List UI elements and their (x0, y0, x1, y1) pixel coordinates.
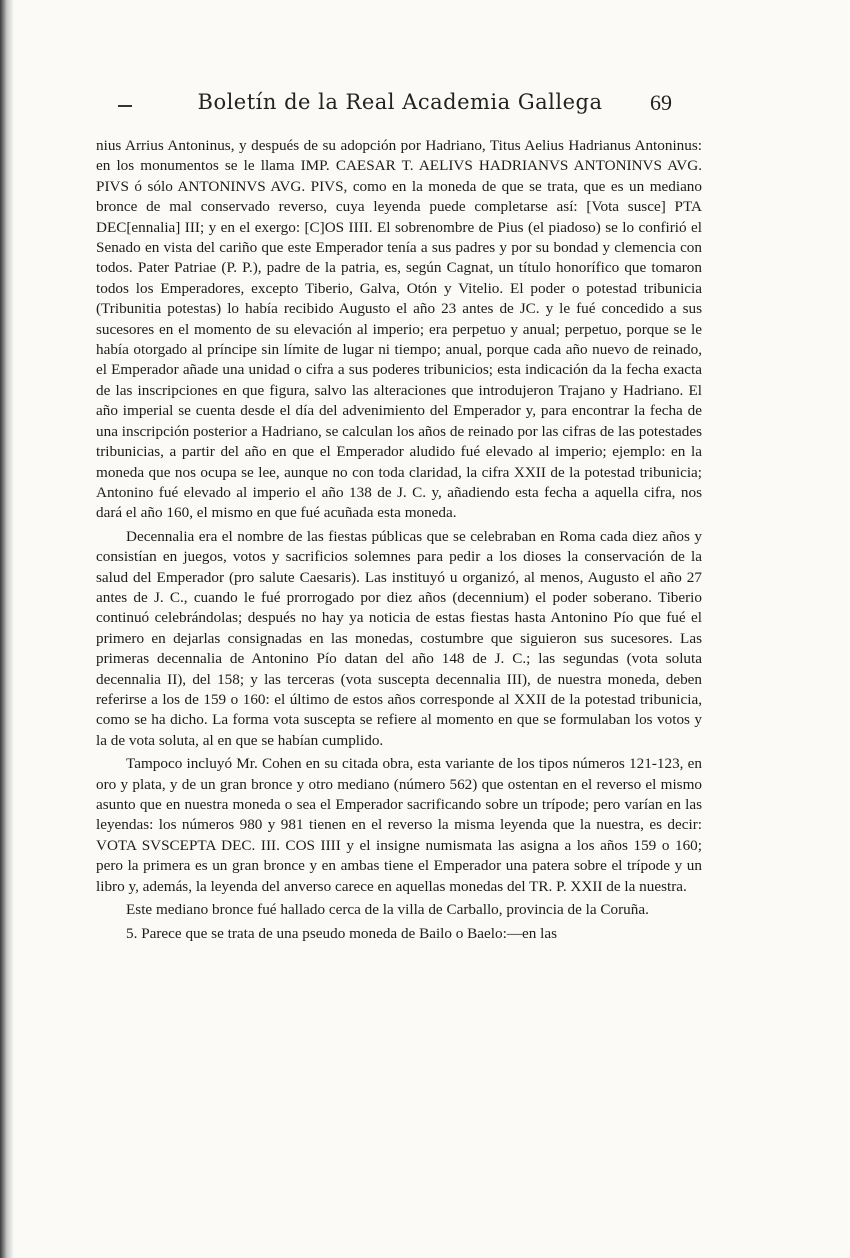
page-number: 69 (650, 90, 672, 115)
numbered-note-5: 5. Parece que se trata de una pseudo moneda de Bailo o Baelo:—en las (126, 925, 558, 943)
journal-title: Boletín de la Real Academia Gallega (197, 90, 603, 114)
article-body (96, 136, 702, 945)
paragraph-find-location: Este mediano bronce fué hallado cerca de la villa de Carballo, provincia de la Coruña. (126, 901, 649, 919)
paragraph-decennalia: Decennalia era el nombre de las fiestas públicas que se celebraban en Roma cada diez años y consistían en juegos, votos y sacrificios solemnes para pedir a los dioses la conservación de la salud del Emperador (pro salute Caesaris). Las instituyó u organizó, al menos, Augusto el año 27 antes de J. C., cuando le fué prorrogado por diez años (decennium) el poder soberano. Tiberio continuó celebrándolas; después no hay ya noticia de estas fiestas hasta Antonino Pío que fué el primero en dejarlas consignadas en las monedas, costumbre que siguieron sus sucesores. Las primeras decennalia de Antonino Pío datan del año 148 de J. C.; las segundas (vota soluta decennalia II), del 158; y las terceras (vota suscepta decennalia III), de nuestra moneda, deben referirse a los de 159 o 160: el último de estos años corresponde al XXII de la potestad tribunicia, como se ha dicho. La forma vota suscepta se refiere al momento en que se formulaban los votos y la de vota soluta, al en que se habían cumplido. (96, 527, 702, 749)
scanned-binding-edge (0, 0, 14, 1258)
paragraph-continuation: nius Arrius Antoninus, y después de su adopción por Hadriano, Titus Aelius Hadrianus Antoninus: en los monumentos se le llama IMP. CAESAR T. AELIVS HADRIANVS ANTONINVS AVG. PIVS ó sólo ANTONINVS AVG. PIVS, como en la moneda de que se trata, que es un mediano bronce de mal conservado reverso, cuya leyenda puede completarse así: [Vota susce] PTA DEC[ennalia] III; y en el exergo: [C]OS IIII. El sobrenombre de Pius (el piadoso) se lo confirió el Senado en vista del cariño que este Emperador tenía a sus padres y por su bondad y clemencia con todos. Pater Patriae (P. P.), padre de la patria, es, según Cagnat, un título honorífico que tomaron todos los Emperadores, excepto Tiberio, Galva, Otón y Vitelio. El poder o potestad tribunicia (Tribunitia potestas) lo había recibido Augusto el año 23 antes de JC. y le fué concedido a sus sucesores en el momento de su elevación al imperio; era perpetuo y anual; perpetuo, porque se le había otorgado al príncipe sin límite de lugar ni tiempo; anual, porque cada año nuevo de reinado, el Emperador añade una unidad o cifra a sus poderes tribunicios; esta indicación da la fecha exacta de las inscripciones en que figura, salvo las alteraciones que introdujeron Trajano y Hadriano. El año imperial se cuenta desde el día del advenimiento del Emperador y, para encontrar la fecha de una inscripción posterior a Hadriano, se calculan los años de reinado por las cifras de las potestades tribunicias, a partir del año en que el Emperador aludido fué elevado al imperio; ejemplo: en la moneda que nos ocupa se lee, aunque no con toda claridad, la cifra XXII de la potestad tribunicia; Antonino fué elevado al imperio el año 138 de J. C. y, añadiendo esta fecha a aquella cifra, nos dará el año 160, el mismo en que fué acuñada esta moneda. (96, 137, 702, 522)
running-header (110, 88, 690, 122)
paragraph-cohen-variant: Tampoco incluyó Mr. Cohen en su citada obra, esta variante de los tipos números 121-123, en oro y plata, y de un gran bronce y otro mediano (número 562) que ostentan en el reverso el mismo asunto que en nuestra moneda o sea el Emperador sacrificando sobre un trípode; pero varían en las leyendas: los números 980 y 981 tienen en el reverso la misma leyenda que la nuestra, es decir: VOTA SVSCEPTA DEC. III. COS IIII y el insigne numismata las asigna a los años 159 o 160; pero la primera es un gran bronce y en ambas tiene el Emperador una patera sobre el trípode y un libro y, además, la leyenda del anverso carece en aquellas monedas del TR. P. XXII de la nuestra. (96, 755, 702, 895)
